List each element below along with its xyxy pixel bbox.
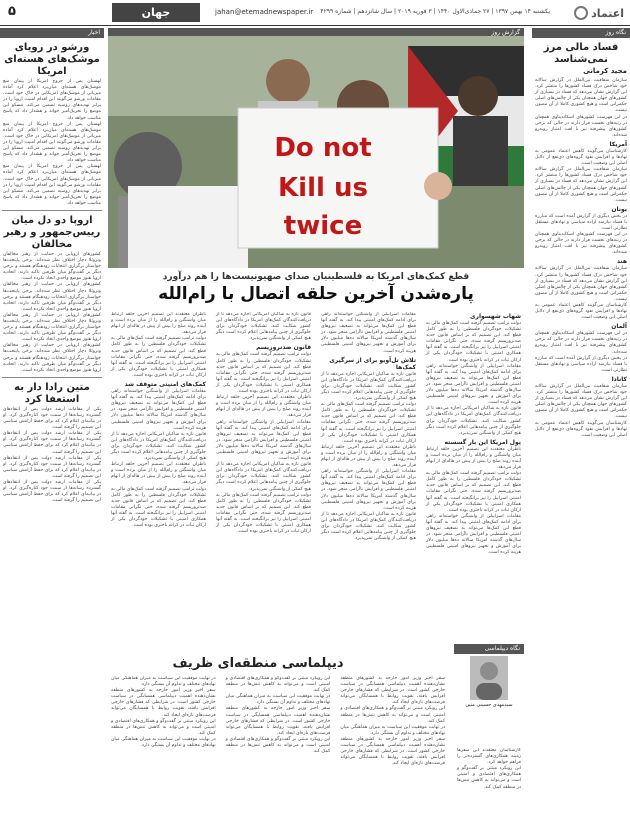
right-body-1b: در این فهرست کشورهای اسکاندیناوی همچنان در رتبه‌های نخست قرار دارند در حالی که برخی کشورهای پیشرفته نیز با افت امتیاز روبه‌رو شده‌اند. bbox=[535, 114, 627, 138]
main-body-4e: ناظران معتقدند این تصمیم آخرین حلقه ارتباط میان واشنگتن و رام‌الله را از میان برده است و آینده روند صلح را بیش از پیش در هاله‌ای از ابهام قرار می‌دهد. bbox=[111, 462, 206, 486]
section-email[interactable]: jahan@etemadnewspaper.ir bbox=[215, 8, 314, 16]
bottom-headline: دیپلماسی منطقه‌ای ظریف bbox=[172, 656, 344, 671]
bottom-body-2d: این رویکرد مبتنی بر گفت‌وگو و همکاری‌های اقتصادی و امنیتی است و می‌تواند به کاهش تنش‌ها در منطقه کمک کند. bbox=[225, 736, 331, 755]
bottom-body-2c: سفر اخیر وزیر امور خارجه به کشورهای منطقه نشان‌دهنده اهمیت دیپلماسی همسایگی در سیاست خارجی کشور است. در شرایطی که فشارهای خارجی افزایش یافته، تقویت روابط با همسایگان می‌تواند فرصت‌های تازه‌ای ایجاد کند. bbox=[225, 706, 331, 736]
main-body-1c: قانون تازه به شاکیان امریکایی اجازه می‌دهد تا از دریافت‌کنندگان کمک‌های امریکا در دادگاه‌های این کشور شکایت کنند. تشکیلات خودگردان برای جلوگیری از چنین پیامدهایی اعلام کرده است دیگر هیچ کمکی از واشنگتن نمی‌پذیرد. bbox=[426, 406, 521, 436]
right-subhead-america: آمریکا bbox=[609, 140, 627, 148]
main-body-4f: دولت ترامپ تصمیم گرفته است کمک‌های مالی به تشکیلات خودگردان فلسطین را به طور کامل قطع کند. این تصمیم که بر اساس قانون جدید ضدتروریسم گرفته شده، حتی نگرانی مقامات امنیتی اسراییل را نیز برانگیخته است. به گفته آنها همکاری امنیتی با تشکیلات خودگردان یکی از ارکان ثبات در کرانه باختری بوده است. bbox=[111, 486, 206, 529]
bottom-body-1d: سفر اخیر وزیر امور خارجه به کشورهای منطقه نشان‌دهنده اهمیت دیپلماسی همسایگی در سیاست خارجی کشور است. در شرایطی که فشارهای خارجی افزایش یافته، تقویت روابط با همسایگان می‌تواند فرصت‌های تازه‌ای ایجاد کند. bbox=[340, 736, 445, 767]
main-body-3b: دولت ترامپ تصمیم گرفته است کمک‌های مالی به تشکیلات خودگردان فلسطین را به طور کامل قطع کند. این تصمیم که بر اساس قانون جدید ضدتروریسم گرفته شده، حتی نگرانی مقامات امنیتی اسراییل را نیز برانگیخته است. به گفته آنها همکاری امنیتی با تشکیلات خودگردان یکی از ارکان ثبات در کرانه باختری بوده است. bbox=[216, 352, 311, 395]
author-box bbox=[454, 656, 524, 746]
issue-info: یکشنبه ۱۴ بهمن ۱۳۹۷ | ۲۷ جمادی‌الاول ۱۴۴۰ | ۳ فوریه ۲۰۱۹ | سال شانزدهم | شماره ۴۲۹۹ bbox=[320, 8, 550, 15]
right-subhead-india: هند bbox=[616, 258, 627, 266]
page-number: ۵ bbox=[8, 4, 16, 19]
bottom-story-columns bbox=[108, 676, 448, 816]
right-column bbox=[532, 28, 630, 814]
subhead-3: کمک‌های امنیتی متوقف شد bbox=[124, 381, 206, 389]
author-name: سیدمهدی حسینی متین bbox=[465, 702, 513, 708]
right-rubric: نگاه روز bbox=[532, 28, 630, 38]
newspaper-logo bbox=[574, 4, 624, 22]
right-body-5: در این فهرست کشورهای اسکاندیناوی همچنان در رتبه‌های نخست قرار دارند در حالی که برخی کشورهای پیشرفته نیز با افت امتیاز روبه‌رو شده‌اند. bbox=[535, 331, 627, 355]
divider bbox=[2, 377, 102, 378]
byline: شهاب شهسواری bbox=[470, 313, 521, 320]
main-body-4c: مقامات اسراییلی از واشنگتن خواسته‌اند راهی برای ادامه کمک‌های امنیتی پیدا کند. به گفته آنها قطع این کمک‌ها می‌تواند به تضعیف نیروهای امنیتی فلسطینی و افزایش ناآرامی منجر شود. در سال‌های گذشته امریکا سالانه ده‌ها میلیون دلار برای آموزش و تجهیز نیروهای امنیتی فلسطینی هزینه کرده است. bbox=[111, 389, 206, 431]
right-body-5b: در بخش دیگری از گزارش آمده است که مبارزه با فساد نیازمند اراده سیاسی و نهادهای مستقل نظارتی است. bbox=[535, 355, 627, 373]
story3-body-c: یکی از مقامات ارشد دولت پس از انتقادهای گسترده رسانه‌ها از سمت خود کناره‌گیری کرد. او در بیانیه‌ای اعلام کرد که برای حفظ آرامش سیاسی این تصمیم را گرفته است. bbox=[3, 455, 101, 479]
story2-title: اروپا دو دل میان رییس‌جمهور و رهبر مخالفان bbox=[3, 214, 101, 250]
main-body-2f: قانون تازه به شاکیان امریکایی اجازه می‌دهد تا از دریافت‌کنندگان کمک‌های امریکا در دادگاه‌های این کشور شکایت کنند. تشکیلات خودگردان برای جلوگیری از چنین پیامدهایی اعلام کرده است دیگر هیچ کمکی از واشنگتن نمی‌پذیرد. bbox=[321, 511, 416, 542]
main-body-2b: قانون تازه به شاکیان امریکایی اجازه می‌دهد تا از دریافت‌کنندگان کمک‌های امریکا در دادگاه‌های این کشور شکایت کنند. تشکیلات خودگردان برای جلوگیری از چنین پیامدهایی اعلام کرده است دیگر هیچ کمکی از واشنگتن نمی‌پذیرد. bbox=[321, 371, 416, 402]
subhead-4: پول امریکا این بار گسسته bbox=[444, 438, 521, 446]
right-body-1: سازمان شفافیت بین‌الملل در گزارش سالانه خود شاخص درک فساد کشورها را منتشر کرد. این گزارش نشان می‌دهد که فساد در بسیاری از کشورهای جهان همچنان یکی از چالش‌های اصلی حکمرانی است و هیچ کشوری کاملا از آن مصون نیست. bbox=[535, 78, 627, 114]
main-body-4: ناظران معتقدند این تصمیم آخرین حلقه ارتباط میان واشنگتن و رام‌الله را از میان برده است و آینده روند صلح را بیش از پیش در هاله‌ای از ابهام قرار می‌دهد. bbox=[111, 312, 206, 336]
subhead-1: تلاش تل‌آویو برای از سرگیری کمک‌ها bbox=[329, 356, 416, 371]
bottom-body-2b: در نهایت موفقیت این سیاست به میزان هماهنگی میان نهادهای مختلف و تداوم آن بستگی دارد. bbox=[225, 694, 331, 706]
sign-line-1: Do not bbox=[274, 133, 372, 163]
section-name: جهان bbox=[112, 3, 200, 22]
left-column bbox=[0, 28, 104, 814]
story1-body-c: لهستان پس از خروج امریکا از پیمان منع موشک‌های هسته‌ای میان‌برد اعلام کرد آماده میزبانی از موشک‌های امریکایی در خاک خود است. مقامات ورشو می‌گویند این اقدام امنیت اروپا را در برابر تهدیدهای روسیه تضمین می‌کند. مسکو این موضع را تحریک‌آمیز خواند و هشدار داد که پاسخ مناسب خواهد داد. bbox=[3, 164, 101, 206]
bottom-body-1c: در نهایت موفقیت این سیاست به میزان هماهنگی میان نهادهای مختلف و تداوم آن بستگی دارد. bbox=[340, 724, 445, 736]
right-subhead-greece: یونان bbox=[611, 205, 627, 213]
main-body-1f: مقامات اسراییلی از واشنگتن خواسته‌اند راهی برای ادامه کمک‌های امنیتی پیدا کند. به گفته آنها قطع این کمک‌ها می‌تواند به تضعیف نیروهای امنیتی فلسطینی و افزایش ناآرامی منجر شود. در سال‌های گذشته امریکا سالانه ده‌ها میلیون دلار برای آموزش و تجهیز نیروهای امنیتی فلسطینی هزینه کرده است. bbox=[426, 513, 521, 556]
story-column-4 bbox=[108, 312, 209, 644]
story2-body: کشورهای اروپایی در حمایت از رهبر مخالفان ونزوئلا دچار اختلاف نظر شده‌اند. برخی پایتخت‌ها خواستار برگزاری انتخابات زودهنگام هستند و برخی دیگر بر گفت‌وگو میان طرفین تاکید دارند. اتحادیه اروپا هنوز موضع واحدی اتخاذ نکرده است. bbox=[3, 251, 101, 282]
author-avatar bbox=[470, 656, 508, 700]
bottom-body-3d: در نهایت موفقیت این سیاست به میزان هماهنگی میان نهادهای مختلف و تداوم آن بستگی دارد. bbox=[110, 736, 216, 749]
sign-line-3: twice bbox=[283, 211, 363, 241]
bottom-rubric: نگاه دیپلماسی bbox=[454, 644, 524, 654]
bottom-body-2: این رویکرد مبتنی بر گفت‌وگو و همکاری‌های اقتصادی و امنیتی است و می‌تواند به کاهش تنش‌ها در منطقه کمک کند. bbox=[225, 676, 331, 694]
story-column-1 bbox=[423, 312, 524, 644]
subhead-2: قانون ضدتروریسم bbox=[256, 344, 311, 352]
right-article-author: مجید کرمانی bbox=[583, 67, 627, 75]
main-body-1e: دولت ترامپ تصمیم گرفته است کمک‌های مالی به تشکیلات خودگردان فلسطین را به طور کامل قطع کند. این تصمیم که بر اساس قانون جدید ضدتروریسم گرفته شده، حتی نگرانی مقامات امنیتی اسراییل را نیز برانگیخته است. به گفته آنها همکاری امنیتی با تشکیلات خودگردان یکی از ارکان ثبات در کرانه باختری بوده است. bbox=[426, 471, 521, 513]
main-body-2e: مقامات اسراییلی از واشنگتن خواسته‌اند راهی برای ادامه کمک‌های امنیتی پیدا کند. به گفته آنها قطع این کمک‌ها می‌تواند به تضعیف نیروهای امنیتی فلسطینی و افزایش ناآرامی منجر شود. در سال‌های گذشته امریکا سالانه ده‌ها میلیون دلار برای آموزش و تجهیز نیروهای امنیتی فلسطینی هزینه کرده است. bbox=[321, 469, 416, 511]
story2-body-c: کشورهای اروپایی در حمایت از رهبر مخالفان ونزوئلا دچار اختلاف نظر شده‌اند. برخی پایتخت‌ها خواستار برگزاری انتخابات زودهنگام هستند و برخی دیگر بر گفت‌وگو میان طرفین تاکید دارند. اتحادیه اروپا هنوز موضع واحدی اتخاذ نکرده است. bbox=[3, 312, 101, 343]
main-body-4b: دولت ترامپ تصمیم گرفته است کمک‌های مالی به تشکیلات خودگردان فلسطین را به طور کامل قطع کند. این تصمیم که بر اساس قانون جدید ضدتروریسم گرفته شده، حتی نگرانی مقامات امنیتی اسراییل را نیز برانگیخته است. به گفته آنها همکاری امنیتی با تشکیلات خودگردان یکی از ارکان ثبات در کرانه باختری بوده است. bbox=[111, 336, 206, 378]
bottom-side-body-b: این رویکرد مبتنی بر گفت‌وگو و همکاری‌های اقتصادی و امنیتی است و می‌تواند به کاهش تنش‌ها در منطقه کمک کند. bbox=[457, 766, 521, 790]
right-subhead-germany: آلمان bbox=[611, 323, 627, 331]
bottom-body-3c: این رویکرد مبتنی بر گفت‌وگو و همکاری‌های اقتصادی و امنیتی است و می‌تواند به کاهش تنش‌ها در منطقه کمک کند. bbox=[110, 718, 216, 736]
main-story-columns bbox=[108, 312, 524, 644]
story3-title: متین رادا دار به استعفا کرد bbox=[14, 381, 90, 405]
main-headline: پاره‌شدن آخرین حلقه اتصال با رام‌الله bbox=[158, 284, 474, 304]
main-body-2d: ناظران معتقدند این تصمیم آخرین حلقه ارتباط میان واشنگتن و رام‌الله را از میان برده است و آینده روند صلح را بیش از پیش در هاله‌ای از ابهام قرار می‌دهد. bbox=[321, 444, 416, 469]
protest-image bbox=[108, 36, 524, 268]
right-body-2b: سازمان شفافیت بین‌الملل در گزارش سالانه خود شاخص درک فساد کشورها را منتشر کرد. این گزارش نشان می‌دهد که فساد در بسیاری از کشورهای جهان همچنان یکی از چالش‌های اصلی حکمرانی است و هیچ کشوری کاملا از آن مصون نیست. bbox=[535, 167, 627, 203]
left-rubric: اخبار bbox=[0, 28, 104, 38]
person-icon bbox=[470, 656, 508, 700]
bottom-column-1 bbox=[337, 676, 448, 816]
story1-body-b: لهستان پس از خروج امریکا از پیمان منع موشک‌های هسته‌ای میان‌برد اعلام کرد آماده میزبانی از موشک‌های امریکایی در خاک خود است. مقامات ورشو می‌گویند این اقدام امنیت اروپا را در برابر تهدیدهای روسیه تضمین می‌کند. مسکو این موضع را تحریک‌آمیز خواند و هشدار داد که پاسخ مناسب خواهد داد. bbox=[3, 121, 101, 164]
main-body-3d: مقامات اسراییلی از واشنگتن خواسته‌اند راهی برای ادامه کمک‌های امنیتی پیدا کند. به گفته آنها قطع این کمک‌ها می‌تواند به تضعیف نیروهای امنیتی فلسطینی و افزایش ناآرامی منجر شود. در سال‌های گذشته امریکا سالانه ده‌ها میلیون دلار برای آموزش و تجهیز نیروهای امنیتی فلسطینی هزینه کرده است. bbox=[216, 419, 311, 462]
main-body-3e: قانون تازه به شاکیان امریکایی اجازه می‌دهد تا از دریافت‌کنندگان کمک‌های امریکا در دادگاه‌های این کشور شکایت کنند. تشکیلات خودگردان برای جلوگیری از چنین پیامدهایی اعلام کرده است دیگر هیچ کمکی از واشنگتن نمی‌پذیرد. bbox=[216, 462, 311, 492]
right-body-2: کارشناسان می‌گویند کاهش اعتماد عمومی به نهادها و افزایش نفوذ گروه‌های ذی‌نفع از دلایل اصلی این وضعیت است. bbox=[535, 148, 627, 167]
right-body-3: در بخش دیگری از گزارش آمده است که مبارزه با فساد نیازمند اراده سیاسی و نهادهای مستقل نظارتی است. bbox=[535, 213, 627, 231]
story3-body-d: یکی از مقامات ارشد دولت پس از انتقادهای گسترده رسانه‌ها از سمت خود کناره‌گیری کرد. او در بیانیه‌ای اعلام کرد که برای حفظ آرامش سیاسی این تصمیم را گرفته است. bbox=[3, 479, 101, 504]
story2-body-d: کشورهای اروپایی در حمایت از رهبر مخالفان ونزوئلا دچار اختلاف نظر شده‌اند. برخی پایتخت‌ها خواستار برگزاری انتخابات زودهنگام هستند و برخی دیگر بر گفت‌وگو میان طرفین تاکید دارند. اتحادیه اروپا هنوز موضع واحدی اتخاذ نکرده است. bbox=[3, 343, 101, 373]
main-body-3: قانون تازه به شاکیان امریکایی اجازه می‌دهد تا از دریافت‌کنندگان کمک‌های امریکا در دادگاه‌های این کشور شکایت کنند. تشکیلات خودگردان برای جلوگیری از چنین پیامدهایی اعلام کرده است دیگر هیچ کمکی از واشنگتن نمی‌پذیرد. bbox=[216, 312, 311, 342]
right-article-title: فساد مالی مرز نمی‌شناسد bbox=[543, 42, 619, 65]
bottom-body-3: در نهایت موفقیت این سیاست به میزان هماهنگی میان نهادهای مختلف و تداوم آن بستگی دارد. bbox=[110, 676, 216, 688]
right-body-6b: کارشناسان می‌گویند کاهش اعتماد عمومی به نهادها و افزایش نفوذ گروه‌های ذی‌نفع از دلایل اصلی این وضعیت است. bbox=[535, 420, 627, 438]
main-body-3f: دولت ترامپ تصمیم گرفته است کمک‌های مالی به تشکیلات خودگردان فلسطین را به طور کامل قطع کند. این تصمیم که بر اساس قانون جدید ضدتروریسم گرفته شده، حتی نگرانی مقامات امنیتی اسراییل را نیز برانگیخته است. به گفته آنها همکاری امنیتی با تشکیلات خودگردان یکی از ارکان ثبات در کرانه باختری بوده است. bbox=[216, 492, 311, 535]
right-body-4b: کارشناسان می‌گویند کاهش اعتماد عمومی به نهادها و افزایش نفوذ گروه‌های ذی‌نفع از دلایل اصلی این وضعیت است. bbox=[535, 303, 627, 321]
main-body-1: دولت ترامپ تصمیم گرفته است کمک‌های مالی به تشکیلات خودگردان فلسطین را به طور کامل قطع کند. این تصمیم که بر اساس قانون جدید ضدتروریسم گرفته شده، حتی نگرانی مقامات امنیتی اسراییل را نیز برانگیخته است. به گفته آنها همکاری امنیتی با تشکیلات خودگردان یکی از ارکان ثبات در کرانه باختری بوده است. bbox=[426, 321, 521, 363]
bottom-body-1b: این رویکرد مبتنی بر گفت‌وگو و همکاری‌های اقتصادی و امنیتی است و می‌تواند به کاهش تنش‌ها در منطقه کمک کند. bbox=[340, 706, 445, 724]
main-body-3c: ناظران معتقدند این تصمیم آخرین حلقه ارتباط میان واشنگتن و رام‌الله را از میان برده است و آینده روند صلح را بیش از پیش در هاله‌ای از ابهام قرار می‌دهد. bbox=[216, 395, 311, 419]
main-body-2: مقامات اسراییلی از واشنگتن خواسته‌اند راهی برای ادامه کمک‌های امنیتی پیدا کند. به گفته آنها قطع این کمک‌ها می‌تواند به تضعیف نیروهای امنیتی فلسطینی و افزایش ناآرامی منجر شود. در سال‌های گذشته امریکا سالانه ده‌ها میلیون دلار برای آموزش و تجهیز نیروهای امنیتی فلسطینی هزینه کرده است. bbox=[321, 312, 416, 354]
bottom-side-text bbox=[454, 748, 524, 816]
main-body-1d: ناظران معتقدند این تصمیم آخرین حلقه ارتباط میان واشنگتن و رام‌الله را از میان برده است و آینده روند صلح را بیش از پیش در هاله‌ای از ابهام قرار می‌دهد. bbox=[426, 446, 521, 471]
story3-body: یکی از مقامات ارشد دولت پس از انتقادهای گسترده رسانه‌ها از سمت خود کناره‌گیری کرد. او در بیانیه‌ای اعلام کرد که برای حفظ آرامش سیاسی این تصمیم را گرفته است. bbox=[3, 406, 101, 431]
main-body-4d: قانون تازه به شاکیان امریکایی اجازه می‌دهد تا از دریافت‌کنندگان کمک‌های امریکا در دادگاه‌های این کشور شکایت کنند. تشکیلات خودگردان برای جلوگیری از چنین پیامدهایی اعلام کرده است دیگر هیچ کمکی از واشنگتن نمی‌پذیرد. bbox=[111, 431, 206, 462]
bottom-column-3 bbox=[108, 676, 219, 816]
bottom-side-body: کارشناسان معتقدند این سفرها زمینه همکاری‌های گسترده‌تر را فراهم خواهد کرد. bbox=[457, 748, 521, 766]
divider bbox=[2, 210, 102, 211]
bottom-column-2 bbox=[223, 676, 334, 816]
main-body-1b: مقامات اسراییلی از واشنگتن خواسته‌اند راهی برای ادامه کمک‌های امنیتی پیدا کند. به گفته آنها قطع این کمک‌ها می‌تواند به تضعیف نیروهای امنیتی فلسطینی و افزایش ناآرامی منجر شود. در سال‌های گذشته امریکا سالانه ده‌ها میلیون دلار برای آموزش و تجهیز نیروهای امنیتی فلسطینی هزینه کرده است. bbox=[426, 363, 521, 406]
protest-photo bbox=[108, 36, 524, 268]
story1-body: لهستان پس از خروج امریکا از پیمان منع موشک‌های هسته‌ای میان‌برد اعلام کرد آماده میزبانی از موشک‌های امریکایی در خاک خود است. مقامات ورشو می‌گویند این اقدام امنیت اروپا را در برابر تهدیدهای روسیه تضمین می‌کند. مسکو این موضع را تحریک‌آمیز خواند و هشدار داد که پاسخ مناسب خواهد داد. bbox=[3, 79, 101, 121]
sign-line-2: Kill us bbox=[278, 173, 368, 203]
right-body-3b: در این فهرست کشورهای اسکاندیناوی همچنان در رتبه‌های نخست قرار دارند در حالی که برخی کشورهای پیشرفته نیز با افت امتیاز روبه‌رو شده‌اند. bbox=[535, 232, 627, 256]
page-header bbox=[0, 0, 630, 26]
bottom-body-1: سفر اخیر وزیر امور خارجه به کشورهای منطقه نشان‌دهنده اهمیت دیپلماسی همسایگی در سیاست خارجی کشور است. در شرایطی که فشارهای خارجی افزایش یافته، تقویت روابط با همسایگان می‌تواند فرصت‌های تازه‌ای ایجاد کند. bbox=[340, 676, 445, 706]
main-body-2c: دولت ترامپ تصمیم گرفته است کمک‌های مالی به تشکیلات خودگردان فلسطین را به طور کامل قطع کند. این تصمیم که بر اساس قانون جدید ضدتروریسم گرفته شده، حتی نگرانی مقامات امنیتی اسراییل را نیز برانگیخته است. به گفته آنها همکاری امنیتی با تشکیلات خودگردان یکی از ارکان ثبات در کرانه باختری بوده است. bbox=[321, 402, 416, 444]
right-body-6: سازمان شفافیت بین‌الملل در گزارش سالانه خود شاخص درک فساد کشورها را منتشر کرد. این گزارش نشان می‌دهد که فساد در بسیاری از کشورهای جهان همچنان یکی از چالش‌های اصلی حکمرانی است و هیچ کشوری کاملا از آن مصون نیست. bbox=[535, 383, 627, 420]
story3-body-b: یکی از مقامات ارشد دولت پس از انتقادهای گسترده رسانه‌ها از سمت خود کناره‌گیری کرد. او در بیانیه‌ای اعلام کرد که برای حفظ آرامش سیاسی این تصمیم را گرفته است. bbox=[3, 431, 101, 455]
report-tag: گزارش روز bbox=[491, 29, 520, 36]
main-kicker: قطع کمک‌های امریکا به فلسطینیان صدای صهیونیست‌ها را هم درآورد bbox=[162, 272, 470, 282]
right-subhead-canada: کانادا bbox=[611, 375, 627, 383]
story1-title: ورشو در رویای موشک‌های هسته‌ای امریکا bbox=[4, 42, 100, 77]
logo-text: اعتماد bbox=[591, 6, 624, 20]
story-column-2 bbox=[318, 312, 419, 644]
story2-body-b: کشورهای اروپایی در حمایت از رهبر مخالفان ونزوئلا دچار اختلاف نظر شده‌اند. برخی پایتخت‌ها خواستار برگزاری انتخابات زودهنگام هستند و برخی دیگر بر گفت‌وگو میان طرفین تاکید دارند. اتحادیه اروپا هنوز موضع واحدی اتخاذ نکرده است. bbox=[3, 282, 101, 312]
logo-icon bbox=[574, 6, 588, 20]
story-column-3 bbox=[213, 312, 314, 644]
bottom-body-3b: سفر اخیر وزیر امور خارجه به کشورهای منطقه نشان‌دهنده اهمیت دیپلماسی همسایگی در سیاست خارجی کشور است. در شرایطی که فشارهای خارجی افزایش یافته، تقویت روابط با همسایگان می‌تواند فرصت‌های تازه‌ای ایجاد کند. bbox=[110, 688, 216, 718]
right-body-4: سازمان شفافیت بین‌الملل در گزارش سالانه خود شاخص درک فساد کشورها را منتشر کرد. این گزارش نشان می‌دهد که فساد در بسیاری از کشورهای جهان همچنان یکی از چالش‌های اصلی حکمرانی است و هیچ کشوری کاملا از آن مصون نیست. bbox=[535, 266, 627, 302]
